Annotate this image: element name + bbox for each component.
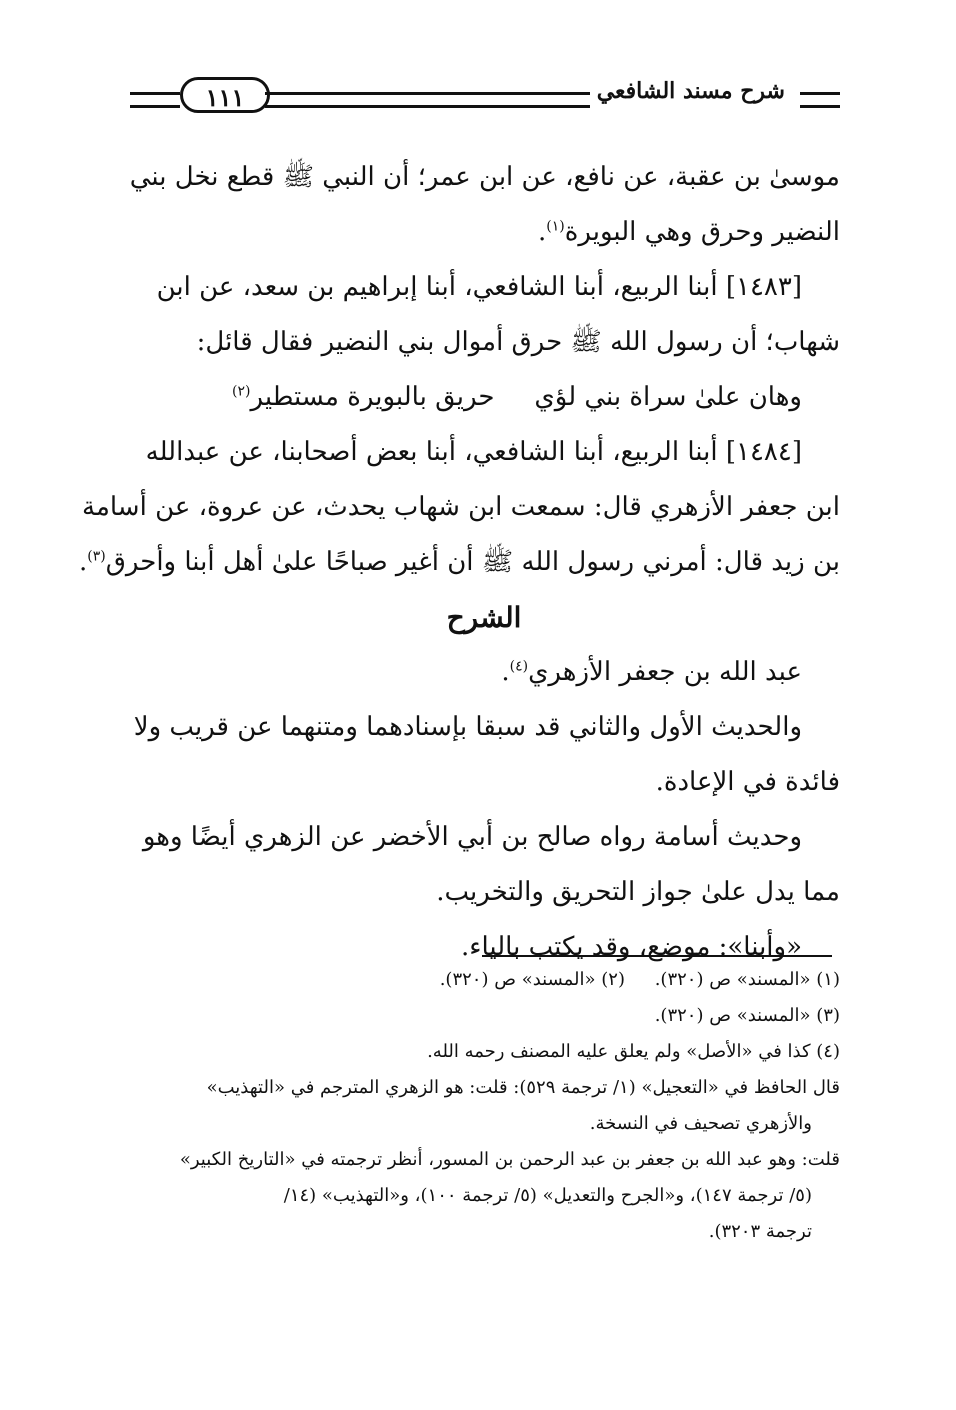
footnote-4-line: (٥/ ترجمة ١٤٧)، و«الجرح والتعديل» (٥/ ترجمة ١٠٠)، و«التهذيب» (١٤/ [283,1185,812,1206]
poem-verse [128,370,840,425]
section-heading: الشرح [446,601,522,634]
footnote-ref: (٢) [232,383,251,400]
header-rule-middle [265,92,590,108]
footnote-row [130,962,840,998]
page-number: ١١١ [180,77,270,113]
paragraph-hadith-1484-cont [79,480,840,590]
text-line: «وأبنا»: موضع، وقد يكتب بالياء. [460,932,802,962]
paragraph-commentary-2 [128,700,840,755]
hemistich-second [232,370,494,425]
text-line: فائدة في الإعادة. [655,767,840,797]
running-title: شرح مسند الشافعي [596,78,785,104]
footnote-ref: (٣) [87,548,106,565]
footnote-4: (٤) كذا في «الأصل» ولم يعلق عليه المصنف رحمه الله. [427,1041,840,1062]
footnote-2: (٢) «المسند» ص (٣٢٠). [439,969,625,990]
text-line: ابن جعفر الأزهري قال: سمعت ابن شهاب يحدث، عن عروة، عن أسامة [82,492,840,522]
footnote-4-line: ترجمة ٣٢٠٣). [708,1221,812,1242]
text-line: [١٤٨٤] أبنا الربيع، أبنا الشافعي، أبنا بعض أصحابنا، عن عبدالله [145,437,802,467]
paragraph-commentary-1 [128,645,840,700]
main-text [79,150,840,975]
footnote-4-line: والأزهري تصحيف في النسخة. [589,1113,812,1134]
paragraph-hadith-1483-cont [128,315,840,370]
text-segment: عبد الله بن جعفر الأزهري [528,657,802,687]
text-line: والحديث الأول والثاني قد سبقا بإسنادهما ومتنهما عن قريب ولا [133,712,802,742]
page-header [130,72,840,122]
footnote-3: (٣) «المسند» ص (٣٢٠). [654,1005,840,1026]
header-rule-left [130,92,180,108]
text-segment: النضير وحرق وهي البويرة [564,217,840,247]
footnote-4-line: قلت: وهو عبد الله بن جعفر بن عبد الرحمن بن المسور، أنظر ترجمته في «التاريخ الكبير» [179,1149,840,1170]
text-line: وحديث أسامة رواه صالح بن أبي الأخضر عن الزهري أيضًا وهو [142,822,802,852]
footnote-1: (١) «المسند» ص (٣٢٠). [654,969,840,990]
paragraph-commentary-3-cont [128,865,840,920]
paragraph-hadith-1484 [128,425,840,480]
text-line: عبد الله بن جعفر الأزهري$^{(٤)}$. [501,657,802,687]
footnote-ref: (٤) [509,658,529,675]
footnote-separator [482,955,832,957]
text-line: موسىٰ بن عقبة، عن نافع، عن ابن عمر؛ أن النبي ﷺ قطع نخل بني [129,162,840,192]
header-rule-right [800,92,840,108]
hemistich-first: وهان علىٰ سراة بني لؤي [534,382,802,412]
footnote-4-line: قال الحافظ في «التعجيل» (١/ ترجمة ٥٢٩): قلت: هو الزهري المترجم في «التهذيب» [206,1077,840,1098]
footnotes [130,962,840,1250]
paragraph-commentary-2-cont [128,755,840,810]
paragraph-commentary-3 [128,810,840,865]
text-line: [١٤٨٣] أبنا الربيع، أبنا الشافعي، أبنا إبراهيم بن سعد، عن ابن [156,272,802,302]
paragraph-hadith-1483 [128,260,840,315]
text-line: النضير وحرق وهي البويرة$^{(١)}$. [538,217,840,247]
text-line: شهاب؛ أن رسول الله ﷺ حرق أموال بني النضير فقال قائل: [196,327,840,357]
text-line: مما يدل علىٰ جواز التحريق والتخريب. [436,877,840,907]
text-line: بن زيد قال: أمرني رسول الله ﷺ أن أغير صباحًا علىٰ أهل أبنا وأحرق$^{(٣)}$. [79,547,840,577]
footnote-ref: (١) [546,218,565,235]
text-segment: حريق بالبويرة مستطير [250,382,495,412]
paragraph-hadith-1482-end [128,150,840,260]
text-segment: بن زيد قال: أمرني رسول الله ﷺ أن أغير صباحًا علىٰ أهل أبنا وأحرق [105,547,840,577]
